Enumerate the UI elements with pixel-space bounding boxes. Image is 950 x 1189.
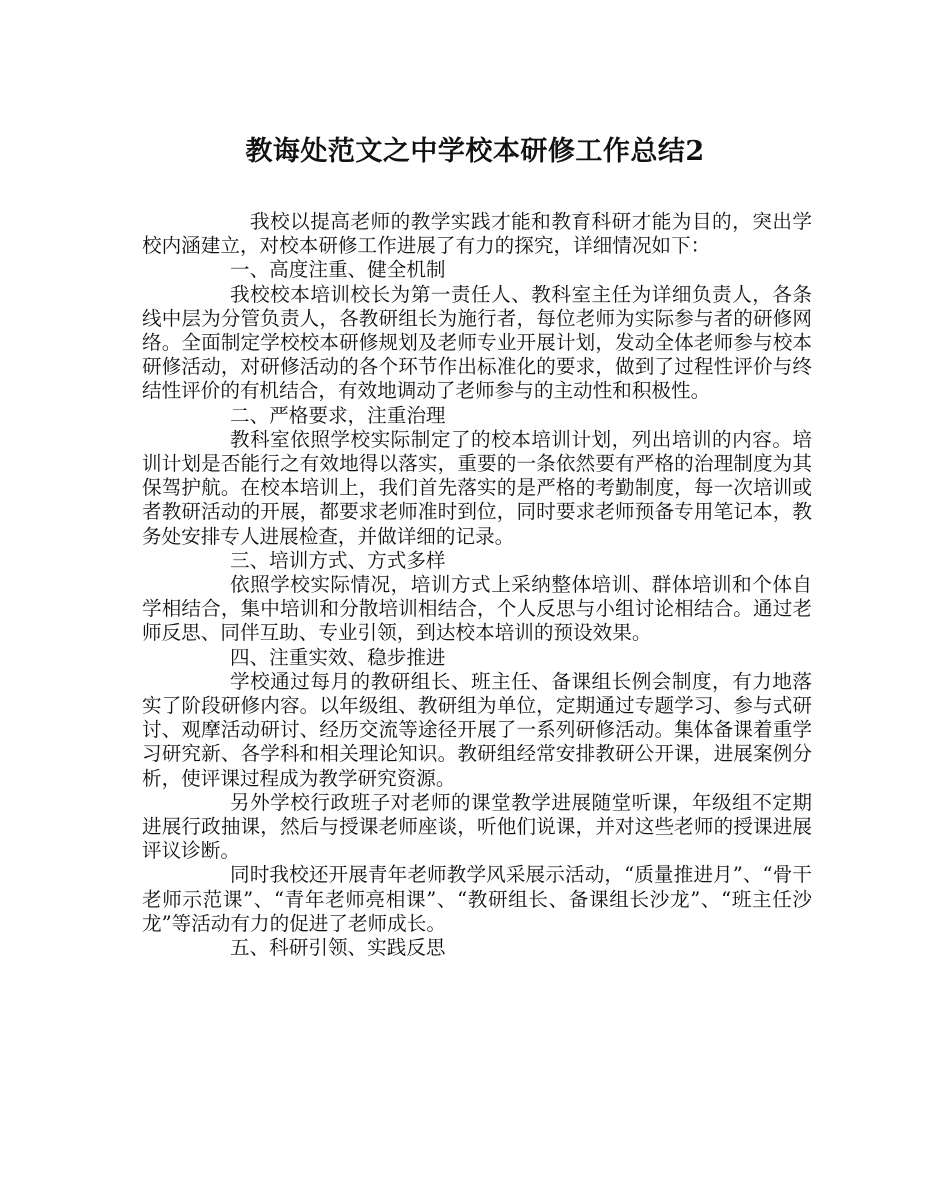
section-1-paragraph: 我校校本培训校长为第一责任人、教科室主任为详细负责人，各条线中层为分管负责人，各教研组长为施行者，每位老师为实际参与者的研修网络。全面制定学校校本研修规划及老师专业开展计划，发动全体老师参与校本研修活动，对研修活动的各个环节作出标准化的要求，做到了过程性评价与终结性评价的有机结合，有效地调动了老师参与的主动性和积极性。	[142, 282, 812, 403]
section-3-paragraph: 依照学校实际情况，培训方式上采纳整体培训、群体培训和个体自学相结合，集中培训和分散培训相结合，个人反思与小组讨论相结合。通过老师反思、同伴互助、专业引领，到达校本培训的预设效果。	[142, 573, 812, 645]
section-4-heading: 四、注重实效、稳步推进	[230, 645, 446, 669]
section-4-paragraph-1: 学校通过每月的教研组长、班主任、备课组长例会制度，有力地落实了阶段研修内容。以年级组、教研组为单位，定期通过专题学习、参与式研讨、观摩活动研讨、经历交流等途径开展了一系列研修活动。集体备课着重学习研究新、各学科和相关理论知识。教研组经常安排教研公开课，进展案例分析，使评课过程成为教学研究资源。	[142, 669, 812, 790]
section-5-heading: 五、科研引领、实践反思	[230, 936, 446, 960]
section-3-heading: 三、培训方式、方式多样	[230, 548, 446, 572]
section-4-paragraph-3: 同时我校还开展青年老师教学风采展示活动，“质量推进月”、“骨干老师示范课”、“青年老师亮相课”、“教研组长、备课组长沙龙”、“班主任沙龙”等活动有力的促进了老师成长。	[142, 863, 812, 935]
document-body	[142, 210, 812, 960]
section-4-paragraph-2: 另外学校行政班子对老师的课堂教学进展随堂听课，年级组不定期进展行政抽课，然后与授课老师座谈，听他们说课，并对这些老师的授课进展评议诊断。	[142, 790, 812, 863]
intro-paragraph: 我校以提高老师的教学实践才能和教育科研才能为目的，突出学校内涵建立，对校本研修工作进展了有力的探究，详细情况如下：	[142, 210, 812, 258]
section-2-heading: 二、严格要求，注重治理	[230, 403, 446, 427]
section-1-heading: 一、高度注重、健全机制	[230, 258, 446, 282]
document-title: 教诲处范文之中学校本研修工作总结2	[245, 136, 705, 167]
section-2-paragraph: 教科室依照学校实际制定了的校本培训计划，列出培训的内容。培训计划是否能行之有效地得以落实，重要的一条依然要有严格的治理制度为其保驾护航。在校本培训上，我们首先落实的是严格的考勤制度，每一次培训或者教研活动的开展，都要求老师准时到位，同时要求老师预备专用笔记本，教务处安排专人进展检查，并做详细的记录。	[142, 427, 812, 548]
